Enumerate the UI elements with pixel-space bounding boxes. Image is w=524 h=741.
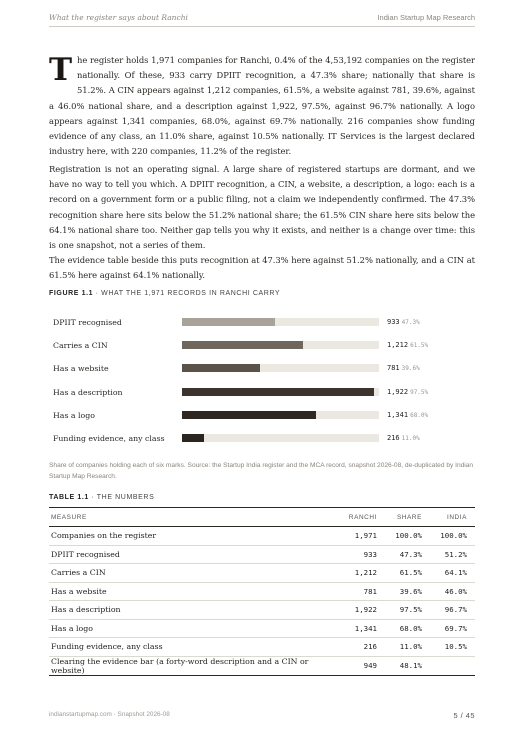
chart-row <box>49 408 475 424</box>
drop-cap: T <box>49 52 73 88</box>
bar-count: 1,212 <box>387 341 409 350</box>
paragraph-1 <box>49 53 475 159</box>
bar <box>182 318 275 326</box>
chart-row <box>49 431 475 447</box>
page-number: 5 / 45 <box>453 711 475 720</box>
numbers-table <box>49 507 475 676</box>
bar-label: Has a logo <box>53 410 95 420</box>
header-india: INDIA <box>430 508 475 527</box>
bar-value-label <box>387 411 428 419</box>
bar-track <box>182 434 379 442</box>
bar-percent: 11.0% <box>401 435 420 442</box>
table-row <box>49 656 475 675</box>
cell-share: 68.0% <box>385 619 430 638</box>
cell-india: 51.2% <box>430 545 475 564</box>
bar-value-label <box>387 388 428 396</box>
bar <box>182 388 374 396</box>
cell-india: 10.5% <box>430 638 475 657</box>
bar-track <box>182 388 379 396</box>
bar-track <box>182 411 379 419</box>
chart-row <box>49 315 475 331</box>
chart-row <box>49 338 475 354</box>
bar-track <box>182 364 379 372</box>
bar-track <box>182 341 379 349</box>
bar-value-label <box>387 341 428 349</box>
bar <box>182 411 316 419</box>
cell-ranchi: 216 <box>339 638 385 657</box>
table-title: THE NUMBERS <box>96 494 155 501</box>
bar <box>182 341 303 349</box>
bar-count: 933 <box>387 318 400 326</box>
paragraph-2: Registration is not an operating signal. A large share of registered startups are dormant, and we have no way to tell you which. A DPIIT recognition, a CIN, a website, a description, a logo: each is a record on a government form or a public filing, not a claim we independently confirmed. The 47.3% recognition share here sits below the 51.2% national share; the 61.5% CIN share here sits below the 64.1% national share too. Neither gap tells you why it exists, and neither is a change over time: this is one snapshot, not a series of them. <box>49 164 475 251</box>
cell-ranchi: 781 <box>339 582 385 601</box>
chart-row <box>49 361 475 377</box>
bar <box>182 434 204 442</box>
cell-india: 64.1% <box>430 564 475 583</box>
bar-percent: 47.3% <box>401 319 420 326</box>
bar-label: Has a description <box>53 387 123 397</box>
table-row <box>49 527 475 546</box>
cell-ranchi: 1,971 <box>339 527 385 546</box>
bar-label: Has a website <box>53 364 109 374</box>
bar-count: 1,922 <box>387 387 409 396</box>
bar-label: Funding evidence, any class <box>53 434 165 443</box>
bar-label: Carries a CIN <box>53 341 108 351</box>
header-ranchi: RANCHI <box>339 508 385 527</box>
table-row <box>49 582 475 601</box>
cell-india: 100.0% <box>430 527 475 546</box>
header-share: SHARE <box>385 508 430 527</box>
bar-label: DPIIT recognised <box>53 318 122 327</box>
figure-separator: · <box>93 290 102 297</box>
cell-measure: DPIIT recognised <box>49 545 339 564</box>
bar-count: 781 <box>387 364 400 373</box>
cell-measure: Has a website <box>49 582 339 601</box>
cell-india: 69.7% <box>430 619 475 638</box>
cell-measure: Has a description <box>49 601 339 620</box>
cell-india: 96.7% <box>430 601 475 620</box>
cell-measure: Clearing the evidence bar (a forty-word description and a CIN or website) <box>49 656 339 675</box>
table-row <box>49 545 475 564</box>
cell-share: 61.5% <box>385 564 430 583</box>
cell-share: 47.3% <box>385 545 430 564</box>
table-number: TABLE 1.1 <box>49 494 89 501</box>
figure-caption: Share of companies holding each of six marks. Source: the Startup India register and the MCA record, snapshot 2026-08, de-duplicated by Indian Startup Map Research. <box>49 462 474 480</box>
table-row <box>49 601 475 620</box>
cell-ranchi: 1,212 <box>339 564 385 583</box>
table-row <box>49 619 475 638</box>
figure-label <box>49 290 280 297</box>
bar-percent: 97.5% <box>410 388 429 396</box>
header-measure: MEASURE <box>49 508 339 527</box>
cell-ranchi: 949 <box>339 656 385 675</box>
header-publication-name: Indian Startup Map Research <box>377 13 475 22</box>
running-header <box>49 12 475 27</box>
table-separator: · <box>88 494 97 501</box>
cell-india: 46.0% <box>430 582 475 601</box>
cell-share: 39.6% <box>385 582 430 601</box>
cell-share: 100.0% <box>385 527 430 546</box>
table-row <box>49 638 475 657</box>
table-row <box>49 564 475 583</box>
paragraph-3: The evidence table beside this puts recognition at 47.3% here against 51.2% nationally, and a CIN at 61.5% here against 64.1% nationally. <box>49 255 475 281</box>
cell-ranchi: 933 <box>339 545 385 564</box>
header-section-title: What the register says about Ranchi <box>49 13 188 22</box>
cell-share: 48.1% <box>385 656 430 675</box>
table-label <box>49 494 154 501</box>
bar-percent: 39.6% <box>401 365 420 373</box>
bar-value-label <box>387 364 420 372</box>
cell-measure: Companies on the register <box>49 527 339 546</box>
cell-measure: Funding evidence, any class <box>49 638 339 657</box>
figure-number: FIGURE 1.1 <box>49 290 94 297</box>
bar-count: 1,341 <box>387 410 409 419</box>
bar-percent: 68.0% <box>410 411 429 419</box>
bar <box>182 364 260 372</box>
cell-ranchi: 1,922 <box>339 601 385 620</box>
paragraph-1-text: he register holds 1,971 companies for Ranchi, 0.4% of the 4,53,192 companies on the register nationally. Of these, 933 carry DPIIT recognition, a 47.3% share; nationally that share is 51.2%. A CIN appears against 1,212 companies, 61.5%, a website against 781, 39.6%, against a 46.0% national share, and a description against 1,922, 97.5%, against 96.7% nationally. A logo appears against 1,341 companies, 68.0%, against 69.7% nationally. 216 companies show funding evidence of any class, an 11.0% share, against 10.5% nationally. IT Services is the largest declared industry here, with 220 companies, 11.2% of the register. <box>49 55 475 157</box>
figure-title: WHAT THE 1,971 RECORDS IN RANCHI CARRY <box>101 290 281 297</box>
cell-share: 97.5% <box>385 601 430 620</box>
bar-count: 216 <box>387 434 400 442</box>
cell-measure: Carries a CIN <box>49 564 339 583</box>
chart-row <box>49 385 475 401</box>
cell-india <box>430 656 475 675</box>
bar-track <box>182 318 379 326</box>
cell-measure: Has a logo <box>49 619 339 638</box>
bar-value-label <box>387 434 420 442</box>
cell-ranchi: 1,341 <box>339 619 385 638</box>
table-header-row <box>49 508 475 527</box>
bar-chart <box>49 308 475 453</box>
cell-share: 11.0% <box>385 638 430 657</box>
footer-source: indianstartupmap.com · Snapshot 2026-08 <box>49 711 170 718</box>
bar-value-label <box>387 318 420 326</box>
bar-percent: 61.5% <box>410 342 429 350</box>
